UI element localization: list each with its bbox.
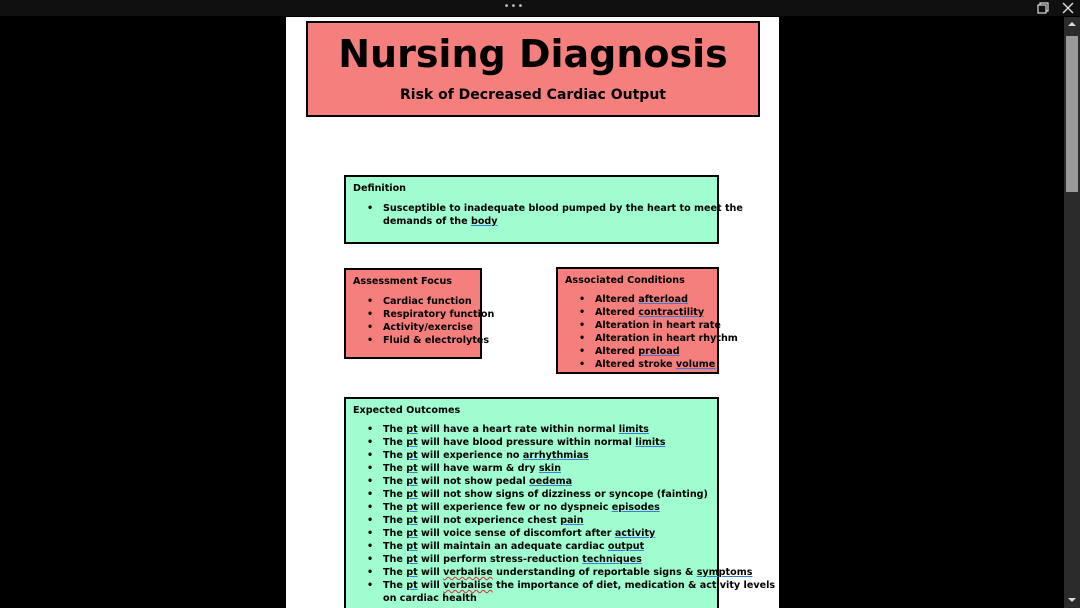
list-item: • The pt will verbalise understanding of reportable signs & symptoms <box>383 566 775 579</box>
associated-conditions-box <box>556 267 738 374</box>
restore-icon[interactable] <box>1036 2 1050 14</box>
scrollbar-thumb[interactable] <box>1066 36 1078 192</box>
definition-heading: Definition <box>353 183 406 194</box>
document-page <box>286 17 779 608</box>
scroll-down-arrow-icon[interactable] <box>1064 593 1080 608</box>
list-item: • The pt will have warm & dry skin <box>383 462 775 475</box>
associated-list <box>595 293 738 371</box>
list-item: • Altered preload <box>595 345 738 358</box>
assessment-heading: Assessment Focus <box>353 276 453 287</box>
list-item: • The pt will have blood pressure within normal limits <box>383 436 775 449</box>
list-item: • The pt will not show pedal oedema <box>383 475 775 488</box>
page-title: Nursing Diagnosis <box>338 32 728 76</box>
close-icon[interactable] <box>1061 2 1075 14</box>
menu-dots-icon[interactable]: ••• <box>503 1 525 12</box>
list-item: • Susceptible to inadequate blood pumped by the heart to meet the demands of the body <box>383 202 743 228</box>
assessment-focus-box <box>344 268 495 359</box>
list-item: • Altered stroke volume <box>595 358 738 371</box>
list-item: • Fluid & electrolytes <box>383 334 494 347</box>
outcomes-list <box>383 423 775 605</box>
definition-box <box>344 175 743 244</box>
list-item: • The pt will maintain an adequate cardiac output <box>383 540 775 553</box>
list-item: • The pt will experience no arrhythmias <box>383 449 775 462</box>
title-box <box>306 21 760 117</box>
list-item: • The pt will not experience chest pain <box>383 514 775 527</box>
list-item: • Alteration in heart rhythm <box>595 332 738 345</box>
definition-list <box>383 202 743 228</box>
list-item: • The pt will voice sense of discomfort after activity <box>383 527 775 540</box>
list-item: • Alteration in heart rate <box>595 319 738 332</box>
list-item: • The pt will verbalise the importance of diet, medication & activity levels on cardiac health <box>383 579 775 605</box>
list-item: • The pt will perform stress-reduction techniques <box>383 553 775 566</box>
window-titlebar <box>0 0 1080 16</box>
list-item: • The pt will not show signs of dizziness or syncope (fainting) <box>383 488 775 501</box>
scroll-up-arrow-icon[interactable] <box>1064 17 1080 31</box>
list-item: • Respiratory function <box>383 308 494 321</box>
list-item: • The pt will experience few or no dyspneic episodes <box>383 501 775 514</box>
associated-heading: Associated Conditions <box>565 275 685 286</box>
list-item: • Activity/exercise <box>383 321 494 334</box>
list-item: • Altered afterload <box>595 293 738 306</box>
page-subtitle: Risk of Decreased Cardiac Output <box>400 87 666 103</box>
list-item: • Altered contractility <box>595 306 738 319</box>
outcomes-heading: Expected Outcomes <box>353 405 461 416</box>
vertical-scrollbar[interactable] <box>1064 17 1080 608</box>
list-item: • Cardiac function <box>383 295 494 308</box>
assessment-list <box>383 295 494 347</box>
expected-outcomes-box <box>344 397 776 608</box>
list-item: • The pt will have a heart rate within normal limits <box>383 423 775 436</box>
